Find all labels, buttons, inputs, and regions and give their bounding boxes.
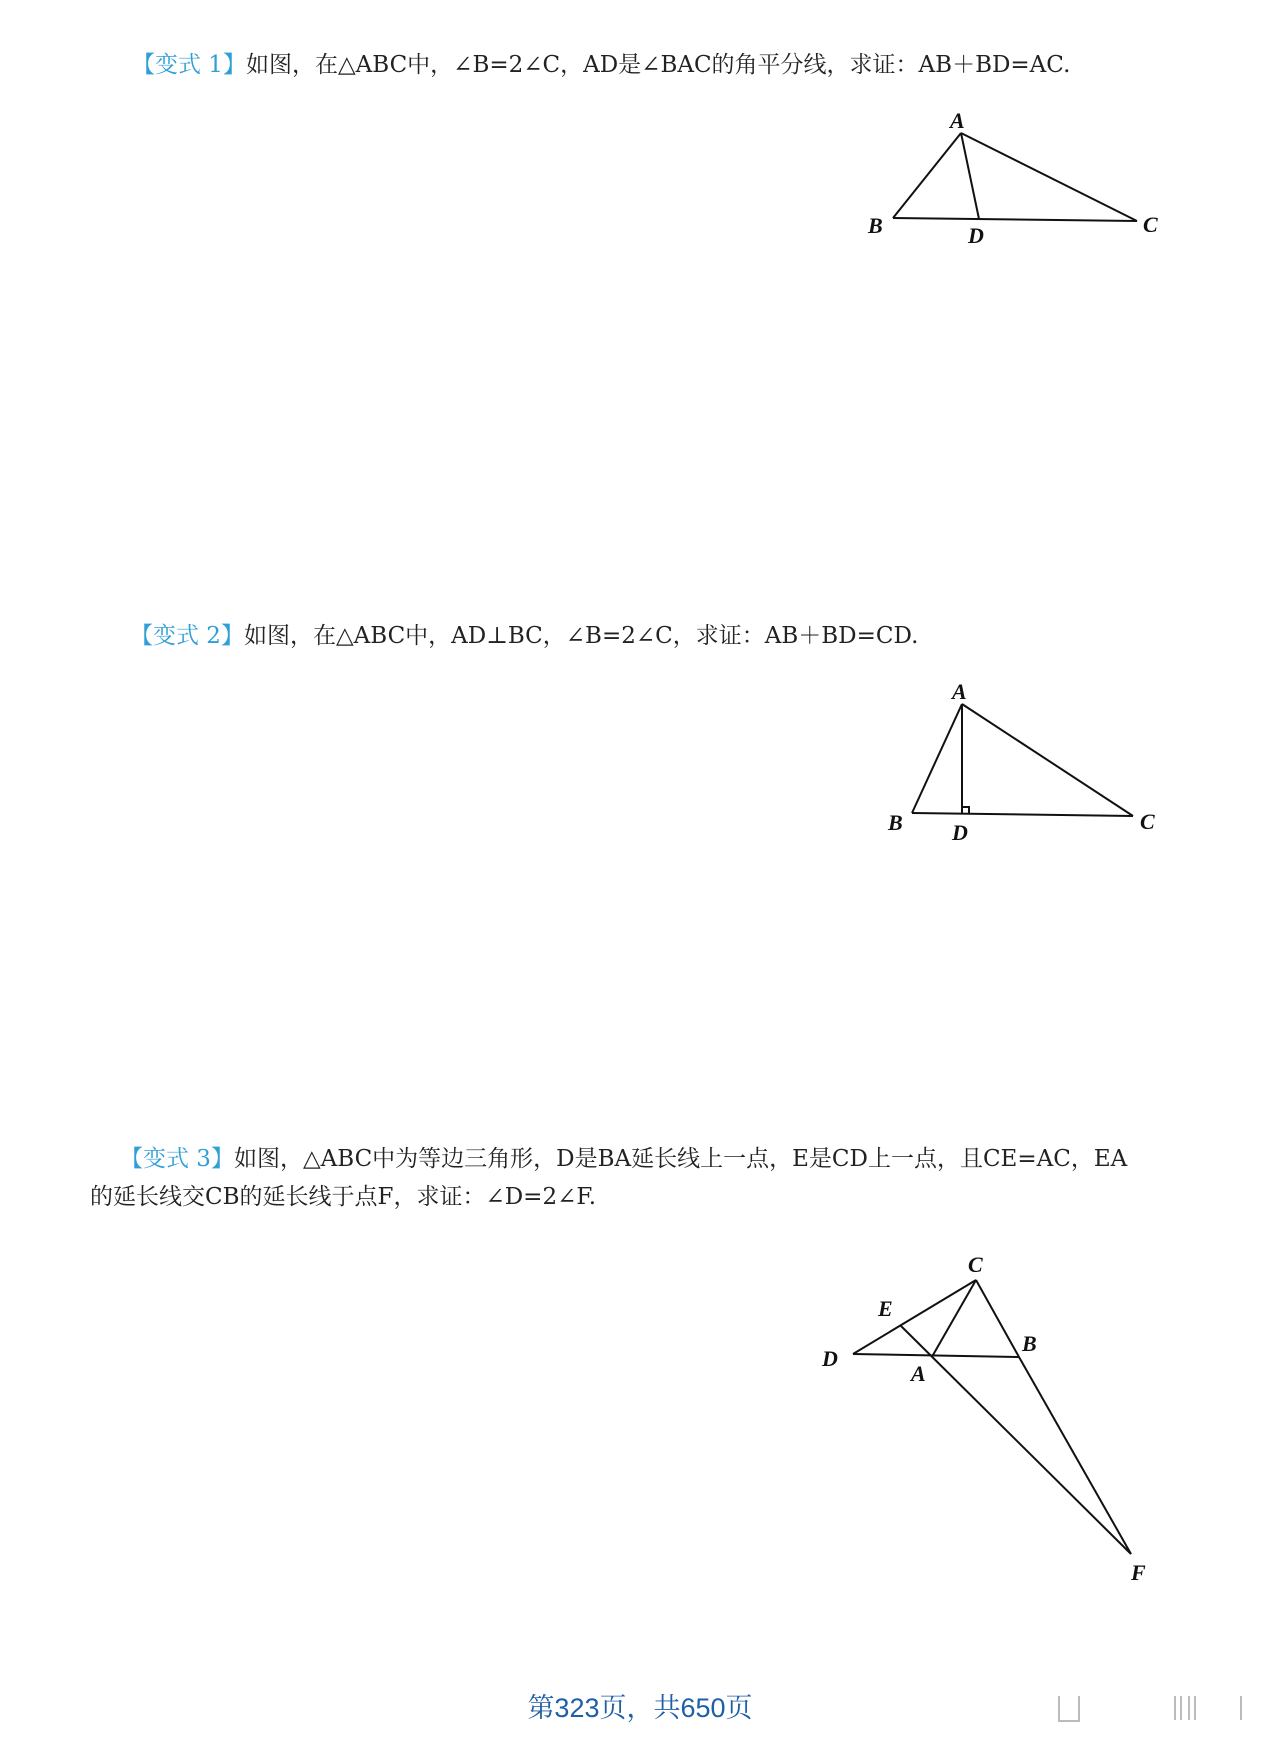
problem-3-text: 如图，△ABC中为等边三角形，D是BA延长线上一点，E是CD上一点，且CE=AC，EA (233, 1146, 1128, 1172)
problem-1-text: 如图，在△ABC中，∠B=2∠C，AD是∠BAC的角平分线，求证：AB＋BD=AC. (245, 52, 1071, 78)
fig3-segment-ca (933, 1280, 976, 1355)
fig3-segment-db (853, 1354, 1019, 1357)
scan-artifact-mark (1174, 1696, 1182, 1720)
scan-artifact-mark (1188, 1696, 1196, 1720)
fig3-segment-cd (853, 1280, 976, 1354)
fig3-label-c: C (968, 1252, 983, 1277)
fig3-label-f: F (1131, 1560, 1146, 1585)
fig2-label-c: C (1140, 809, 1155, 834)
fig3-segment-cb (976, 1280, 1019, 1357)
scan-artifact-mark (1204, 1696, 1242, 1720)
fig3-label-b: B (1022, 1331, 1037, 1356)
scan-artifact-mark (1058, 1696, 1080, 1722)
fig1-label-a: A (950, 108, 965, 133)
fig2-label-d: D (952, 820, 968, 845)
fig3-label-d: D (822, 1346, 838, 1371)
page-number-footer: 第323页，共650页 (527, 1693, 753, 1723)
fig3-segment-bf (1019, 1357, 1131, 1554)
fig3-label-e: E (878, 1296, 893, 1321)
fig1-label-b: B (868, 213, 883, 238)
fig3-label-a: A (911, 1361, 926, 1386)
problem-2-tag: 【变式 2】 (130, 623, 244, 649)
fig2-label-a: A (952, 679, 967, 704)
problem-3-text-line2: 的延长线交CB的延长线于点F，求证：∠D=2∠F. (90, 1184, 597, 1210)
fig3-segment-ef (901, 1326, 1131, 1554)
fig1-label-c: C (1143, 212, 1158, 237)
problem-3-tag: 【变式 3】 (120, 1146, 234, 1172)
problem-1-tag: 【变式 1】 (132, 52, 246, 78)
problem-2-text: 如图，在△ABC中，AD⊥BC，∠B=2∠C，求证：AB＋BD=CD. (243, 623, 919, 649)
fig1-label-d: D (968, 223, 984, 248)
fig2-label-b: B (888, 810, 903, 835)
